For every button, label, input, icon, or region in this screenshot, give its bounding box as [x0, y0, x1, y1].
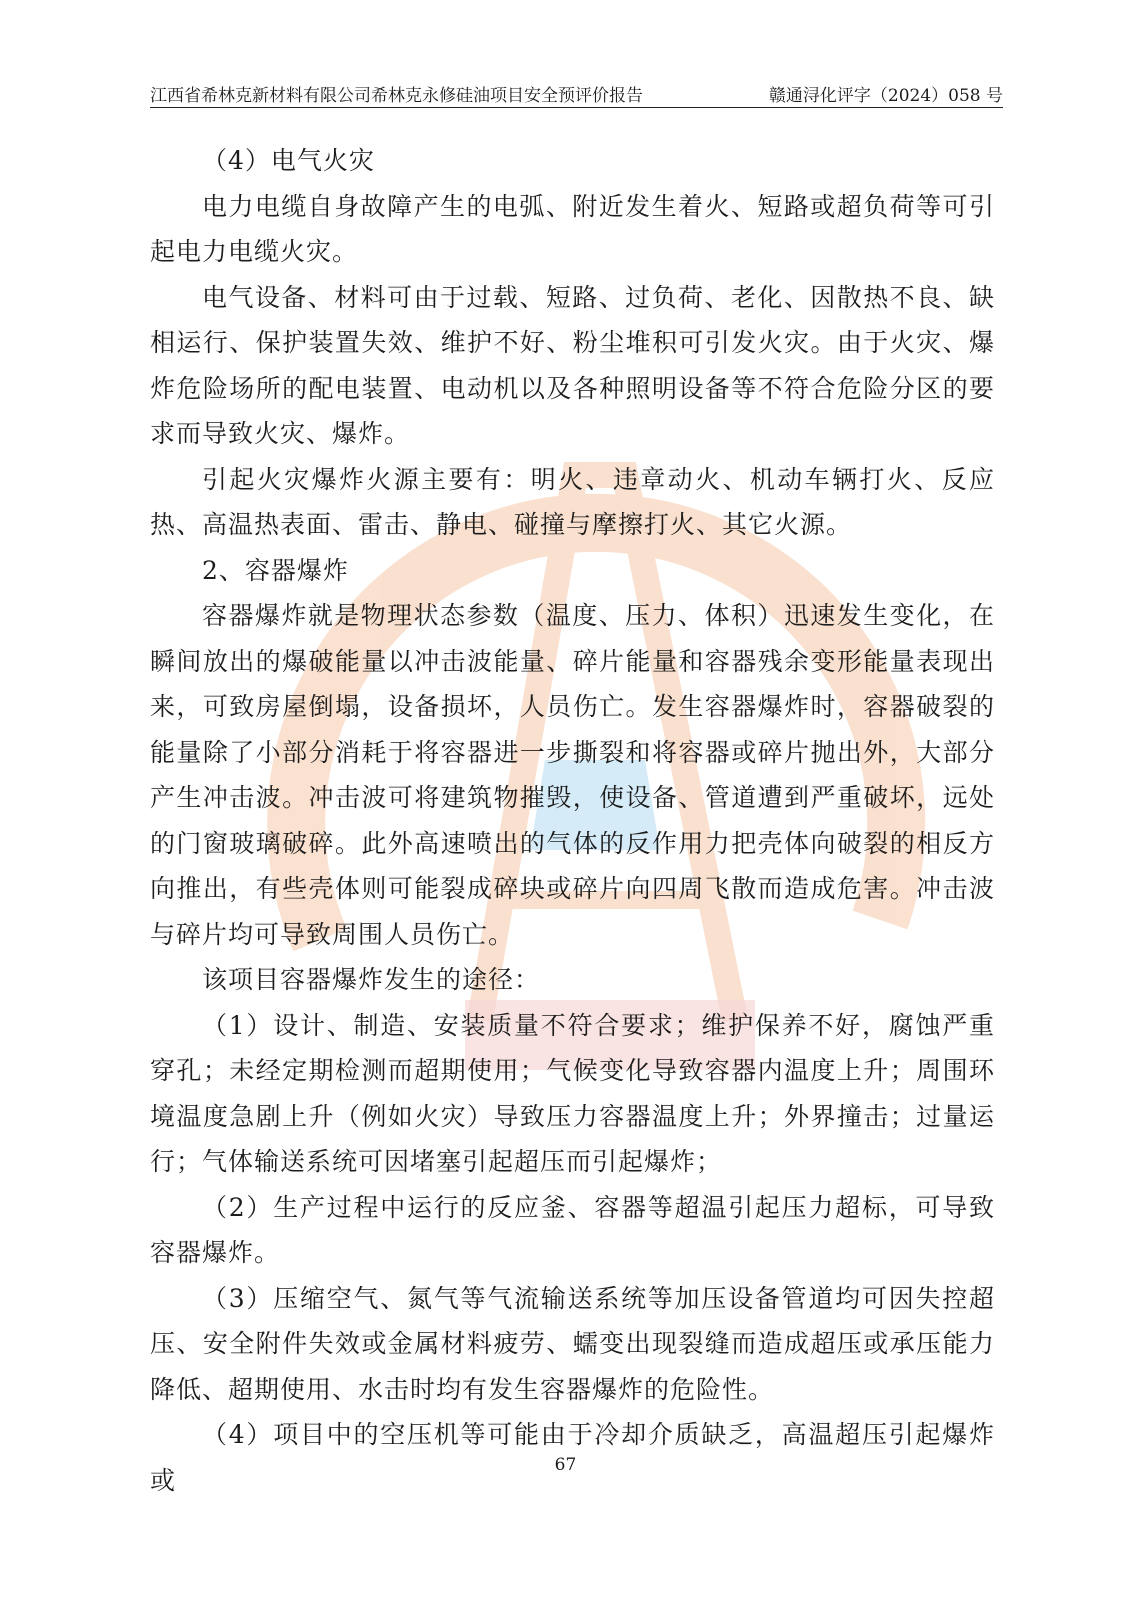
list-item: （2）生产过程中运行的反应釜、容器等超温引起压力超标，可导致容器爆炸。: [150, 1192, 995, 1267]
page-number: 67: [554, 1455, 577, 1475]
list-item: （1）设计、制造、安装质量不符合要求；维护保养不好，腐蚀严重穿孔；未经定期检测而超期使用；气候变化导致容器内温度上升；周围环境温度急剧上升（例如火灾）导致压力容器温度上升；外界撞击；过量运行；气体输送系统可因堵塞引起超压而引起爆炸；: [150, 1010, 995, 1176]
subsection-heading-electrical-fire: （4）电气火灾: [202, 146, 375, 175]
header-report-number: 赣通浔化评字（2024）058 号: [768, 86, 1003, 106]
list-item: （3）压缩空气、氮气等气流输送系统等加压设备管道均可因失控超压、安全附件失效或金属材料疲劳、蠕变出现裂缝而造成超压或承压能力降低、超期使用、水击时均有发生容器爆炸的危险性。: [150, 1283, 995, 1404]
list-item: （4）项目中的空压机等可能由于冷却介质缺乏，高温超压引起爆炸或: [150, 1420, 995, 1495]
paragraph: 容器爆炸就是物理状态参数（温度、压力、体积）迅速发生变化，在瞬间放出的爆破能量以冲击波能量、碎片能量和容器残余变形能量表现出来，可致房屋倒塌，设备损坏，人员伤亡。发生容器爆炸时，容器破裂的能量除了小部分消耗于将容器进一步撕裂和将容器或碎片抛出外，大部分产生冲击波。冲击波可将建筑物摧毁，使设备、管道遭到严重破坏，远处的门窗玻璃破碎。此外高速喷出的气体的反作用力把壳体向破裂的相反方向推出，有些壳体则可能裂成碎块或碎片向四周飞散而造成危害。冲击波与碎片均可导致周围人员伤亡。: [150, 601, 995, 949]
paragraph: 电力电缆自身故障产生的电弧、附近发生着火、短路或超负荷等可引起电力电缆火灾。: [150, 191, 995, 266]
paragraph: 引起火灾爆炸火源主要有：明火、违章动火、机动车辆打火、反应热、高温热表面、雷击、静电、碰撞与摩擦打火、其它火源。: [150, 464, 995, 539]
section-heading-vessel-explosion: 2、容器爆炸: [202, 555, 349, 585]
paragraph: 电气设备、材料可由于过载、短路、过负荷、老化、因散热不良、缺相运行、保护装置失效、维护不好、粉尘堆积可引发火灾。由于火灾、爆炸危险场所的配电装置、电动机以及各种照明设备等不符合危险分区的要求而导致火灾、爆炸。: [150, 282, 995, 448]
header-rule: [150, 107, 1003, 108]
header-report-title: 江西省希林克新材料有限公司希林克永修硅油项目安全预评价报告: [150, 86, 643, 106]
page-header: [150, 80, 1003, 106]
paragraph: 该项目容器爆炸发生的途径：: [202, 965, 541, 994]
document-body: [150, 138, 995, 1503]
